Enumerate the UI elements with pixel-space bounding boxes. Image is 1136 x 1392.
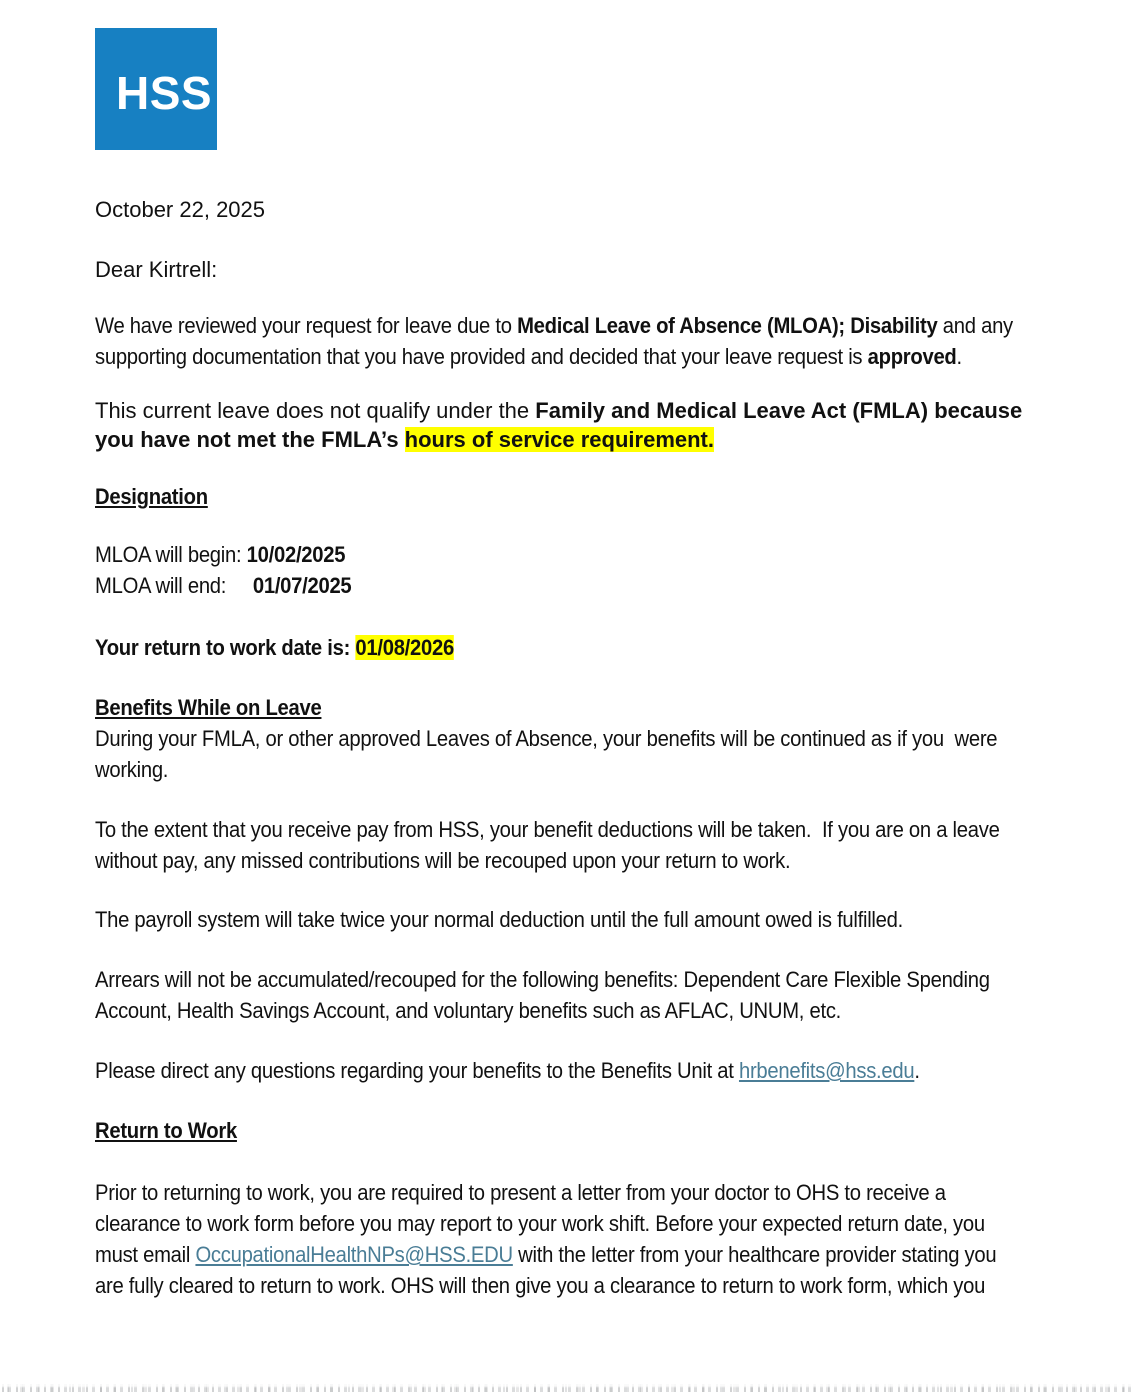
paragraph-return-date	[95, 632, 454, 663]
text-run: The payroll system will take twice your normal deduction until the full amount owed is fulfilled.	[95, 907, 903, 932]
text-line	[95, 845, 1000, 876]
text-run: working.	[95, 757, 169, 782]
text-run: We have reviewed your request for leave due to	[95, 313, 518, 338]
paragraph-benefits-continued	[95, 723, 997, 785]
text-line	[95, 396, 1022, 425]
text-line	[95, 964, 990, 995]
text-run: approved	[867, 344, 957, 369]
hss-logo-text: HSS	[116, 67, 213, 119]
paragraph-fmla-qualification	[95, 396, 1022, 454]
text-line	[95, 310, 1013, 341]
text-run: This current leave does not qualify under the	[95, 398, 536, 423]
text-line	[95, 814, 1000, 845]
text-line	[95, 632, 454, 663]
paragraph-benefits-questions	[95, 1055, 920, 1086]
hss-logo	[95, 28, 217, 150]
text-run: with the letter from your healthcare provider stating you	[512, 1242, 997, 1267]
paragraph-return-instructions	[95, 1177, 996, 1301]
text-run: supporting documentation that you have provided and decided that your leave request is	[95, 344, 868, 369]
text-run: clearance to work form before you may report to your work shift. Before your expected return date, you	[95, 1211, 985, 1236]
heading-benefits-while-on-leave: Benefits While on Leave	[95, 695, 322, 720]
text-run: Medical Leave of Absence (MLOA); Disability	[517, 313, 938, 338]
heading-designation: Designation	[95, 484, 208, 509]
text-line	[95, 425, 1022, 454]
text-run: must email	[95, 1242, 196, 1267]
salutation: Dear Kirtrell:	[95, 257, 218, 282]
text-line	[95, 754, 997, 785]
text-line	[95, 539, 351, 570]
text-run: without pay, any missed contributions will be recouped upon your return to work.	[95, 848, 791, 873]
text-run: .	[914, 1058, 920, 1083]
text-line	[95, 723, 997, 754]
text-run: 01/07/2025	[252, 573, 352, 598]
text-run: you have not met the FMLA’s	[95, 427, 405, 452]
paragraph-pay-deductions	[95, 814, 1000, 876]
text-line	[95, 1239, 996, 1270]
paragraph-arrears	[95, 964, 990, 1026]
text-run: Family and Medical Leave Act (FMLA) because	[535, 398, 1023, 423]
heading-return-to-work: Return to Work	[95, 1118, 237, 1143]
text-run: .	[956, 344, 962, 369]
text-line	[95, 341, 1013, 372]
text-run: Your return to work date is:	[95, 635, 356, 660]
text-run: hours of service requirement.	[404, 427, 714, 452]
text-line	[95, 1177, 996, 1208]
text-line	[95, 904, 903, 935]
text-run: Prior to returning to work, you are required to present a letter from your doctor to OHS to receive a	[95, 1180, 946, 1205]
text-line	[95, 1055, 920, 1086]
text-run: To the extent that you receive pay from HSS, your benefit deductions will be taken. If you are on a leave	[95, 817, 1000, 842]
text-line	[95, 995, 990, 1026]
text-line	[95, 1208, 996, 1239]
email-link[interactable]: hrbenefits@hss.edu	[738, 1058, 915, 1083]
email-link[interactable]: OccupationalHealthNPs@HSS.EDU	[195, 1242, 513, 1267]
paragraph-mloa-dates	[95, 539, 351, 601]
paragraph-leave-review	[95, 310, 1013, 372]
text-line	[95, 1270, 996, 1301]
text-run: MLOA will end:	[95, 573, 253, 598]
text-run: Account, Health Savings Account, and voluntary benefits such as AFLAC, UNUM, etc.	[95, 998, 842, 1023]
text-run: are fully cleared to return to work. OHS will then give you a clearance to return to work form, which you	[95, 1273, 986, 1298]
paragraph-payroll-deduction	[95, 904, 903, 935]
text-line	[95, 570, 351, 601]
text-run: Please direct any questions regarding your benefits to the Benefits Unit at	[95, 1058, 739, 1083]
text-run: MLOA will begin:	[95, 542, 247, 567]
text-run: During your FMLA, or other approved Leaves of Absence, your benefits will be continued as if you were	[95, 726, 998, 751]
cutoff-text-line	[2, 1384, 1134, 1392]
text-run: and any	[937, 313, 1013, 338]
text-run: Arrears will not be accumulated/recouped for the following benefits: Dependent Care Flexible Spending	[95, 967, 990, 992]
date-line: October 22, 2025	[95, 197, 266, 222]
text-run: 10/02/2025	[246, 542, 346, 567]
text-run: 01/08/2026	[355, 635, 454, 660]
